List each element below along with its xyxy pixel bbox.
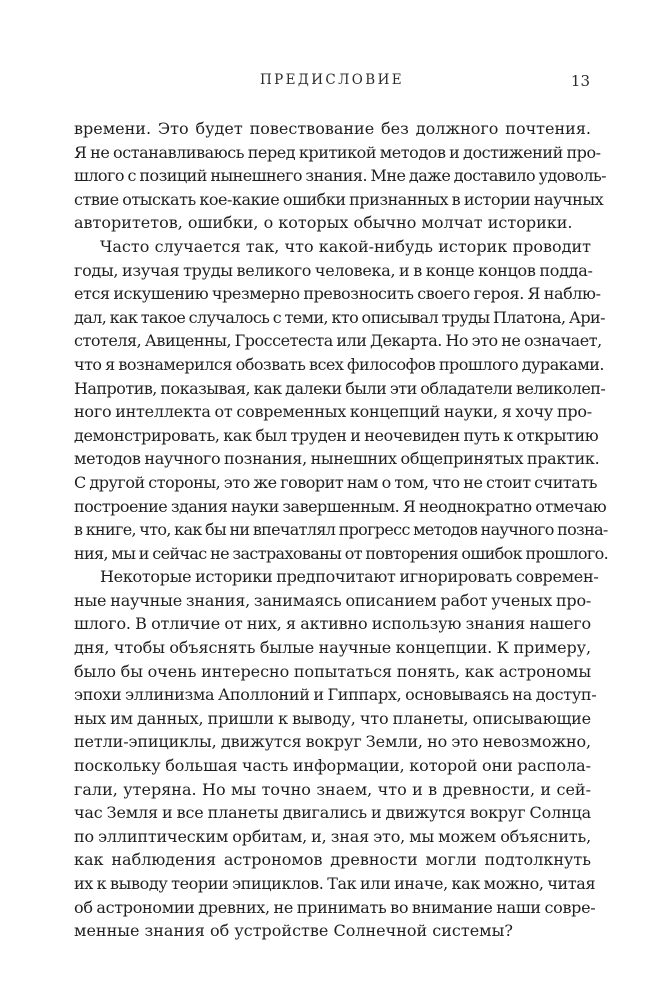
paragraph	[74, 117, 607, 235]
paragraph	[74, 235, 609, 565]
text-line: эпохи эллинизма Аполлоний и Гиппарх, основываясь на доступ-	[74, 685, 597, 705]
text-line: дал, как такое случалось с теми, кто описывал труды Платона, Ари-	[74, 307, 605, 327]
chapter-title: ПРЕДИСЛОВИЕ	[259, 72, 405, 88]
text-line: в книге, что, как бы ни впечатлял прогресс методов научного позна-	[74, 520, 608, 540]
text-line: гали, утеряна. Но мы точно знаем, что и в древности, и сей-	[74, 779, 591, 799]
text-line: об астрономии древних, не принимать во внимание наши совре-	[74, 897, 596, 917]
paragraph	[74, 565, 599, 943]
text-line: Некоторые историки предпочитают игнорировать современ-	[100, 567, 599, 587]
text-line: по эллиптическим орбитам, и, зная это, мы можем объяснить,	[74, 826, 591, 846]
text-line: как наблюдения астрономов древности могли подтолкнуть	[74, 850, 591, 870]
page-number: 13	[570, 72, 590, 90]
text-line: построение здания науки завершенным. Я неоднократно отмечаю	[74, 496, 607, 516]
text-line: что я вознамерился обозвать всех философов прошлого дураками.	[74, 354, 605, 374]
text-line: методов научного познания, нынешних общепринятых практик.	[74, 449, 600, 469]
text-line: петли-эпициклы, движутся вокруг Земли, но это невозможно,	[74, 732, 591, 752]
text-line: ного интеллекта от современных концепций науки, я хочу про-	[74, 402, 592, 422]
text-line: ется искушению чрезмерно превозносить своего героя. Я наблю-	[74, 284, 601, 304]
text-line: ния, мы и сейчас не застрахованы от повторения ошибок прошлого.	[74, 543, 609, 563]
body-text	[74, 117, 609, 943]
text-line: ные научные знания, занимаясь описанием работ ученых про-	[74, 590, 592, 610]
text-line: времени. Это будет повествование без должного почтения.	[74, 119, 591, 138]
text-line: ствие отыскать кое-какие ошибки признанных в истории научных	[74, 189, 604, 209]
text-line: дня, чтобы объяснять былые научные концепции. К примеру,	[74, 638, 591, 658]
text-line: Часто случается так, что какой-нибудь историк проводит	[100, 236, 591, 256]
text-line: авторитетов, ошибки, о которых обычно молчат историки.	[74, 213, 573, 233]
text-line: демонстрировать, как был труден и неочевиден путь к открытию	[74, 425, 599, 445]
text-line: их к выводу теории эпициклов. Так или иначе, как можно, читая	[74, 874, 596, 893]
text-line: поскольку большая часть информации, которой они распола-	[74, 756, 591, 776]
text-line: Напротив, показывая, как далеки были эти обладатели великолеп-	[74, 378, 606, 398]
text-line: час Земля и все планеты двигались и движутся вокруг Солнца	[74, 803, 591, 823]
text-line: стотеля, Авиценны, Гроссетеста или Декарта. Но это не означает,	[74, 331, 602, 351]
text-line: С другой стороны, это же говорит нам о том, что не стоит считать	[74, 472, 597, 492]
text-line: шлого. В отличие от них, я активно использую знания нашего	[74, 614, 591, 634]
text-line: Я не останавливаюсь перед критикой методов и достижений про-	[74, 142, 601, 162]
text-line: было бы очень интересно попытаться понять, как астрономы	[74, 661, 591, 681]
text-line: шлого с позиций нынешнего знания. Мне даже доставило удоволь-	[74, 166, 607, 186]
text-line: ных им данных, пришли к выводу, что планеты, описывающие	[74, 708, 591, 728]
running-head	[0, 72, 664, 92]
text-line: менные знания об устройстве Солнечной системы?	[74, 921, 513, 941]
text-line: годы, изучая труды великого человека, и в конце концов подда-	[74, 260, 593, 280]
